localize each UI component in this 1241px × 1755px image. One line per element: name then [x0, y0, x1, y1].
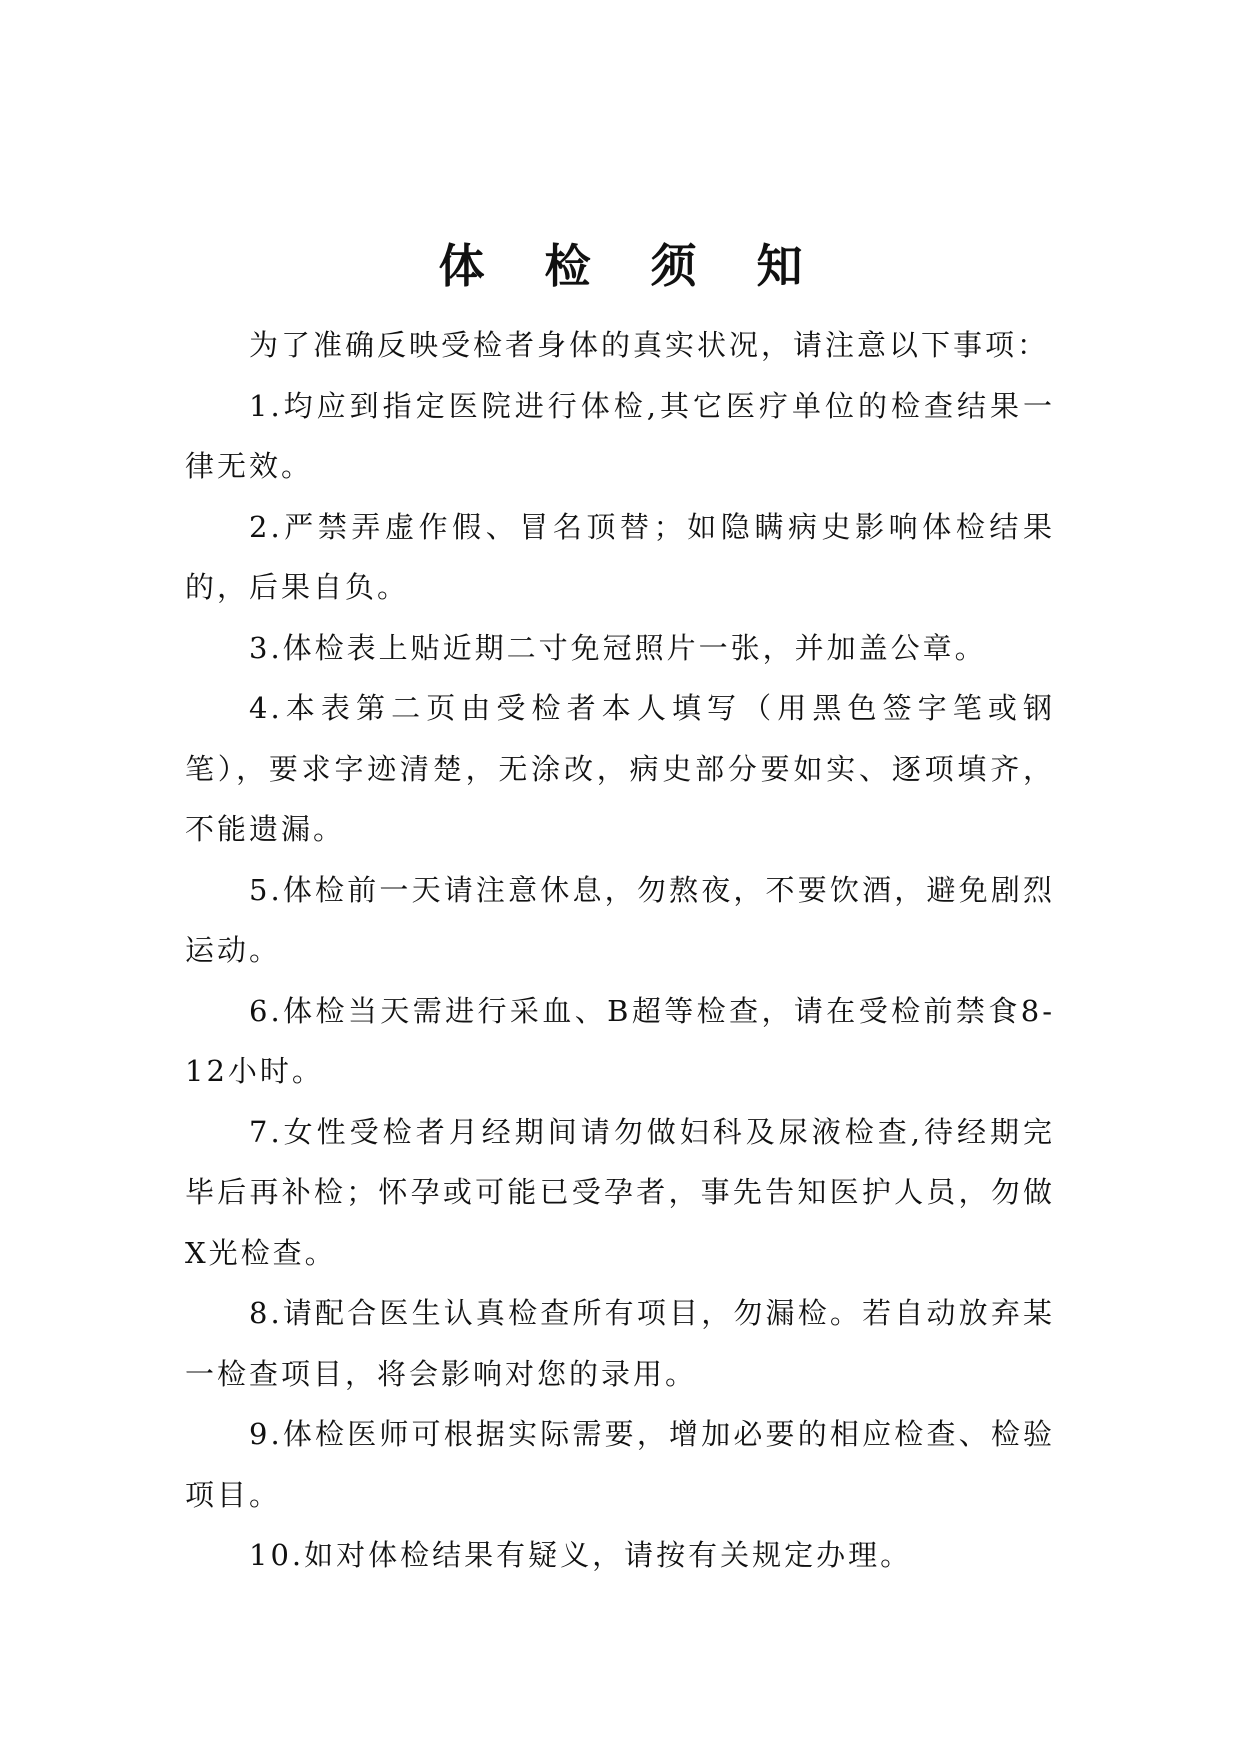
notice-item-9: 9.体检医师可根据实际需要，增加必要的相应检查、检验项目。	[185, 1417, 1055, 1512]
page-title: 体 检 须 知	[438, 239, 825, 293]
notice-item-4: 4.本表第二页由受检者本人填写（用黑色签字笔或钢笔），要求字迹清楚，无涂改，病史部分要如实、逐项填齐，不能遗漏。	[185, 691, 1055, 846]
notice-item-1: 1.均应到指定医院进行体检,其它医疗单位的检查结果一律无效。	[185, 388, 1055, 483]
intro-paragraph: 为了准确反映受检者身体的真实状况，请注意以下事项：	[249, 328, 1050, 362]
notice-item-5: 5.体检前一天请注意休息，勿熬夜，不要饮酒，避免剧烈运动。	[185, 872, 1055, 967]
notice-item-10: 10.如对体检结果有疑义，请按有关规定办理。	[249, 1538, 913, 1572]
notice-item-3: 3.体检表上贴近期二寸免冠照片一张，并加盖公章。	[249, 630, 987, 665]
notice-item-8: 8.请配合医生认真检查所有项目，勿漏检。若自动放弃某一检查项目，将会影响对您的录用。	[185, 1296, 1055, 1391]
notice-item-2: 2.严禁弄虚作假、冒名顶替；如隐瞒病史影响体检结果的，后果自负。	[185, 509, 1055, 604]
notice-item-7: 7.女性受检者月经期间请勿做妇科及尿液检查,待经期完毕后再补检；怀孕或可能已受孕者，事先告知医护人员，勿做X光检查。	[185, 1114, 1055, 1270]
notice-item-6: 6.体检当天需进行采血、B超等检查，请在受检前禁食8-12小时。	[185, 993, 1055, 1088]
notice-body	[185, 315, 1055, 1586]
